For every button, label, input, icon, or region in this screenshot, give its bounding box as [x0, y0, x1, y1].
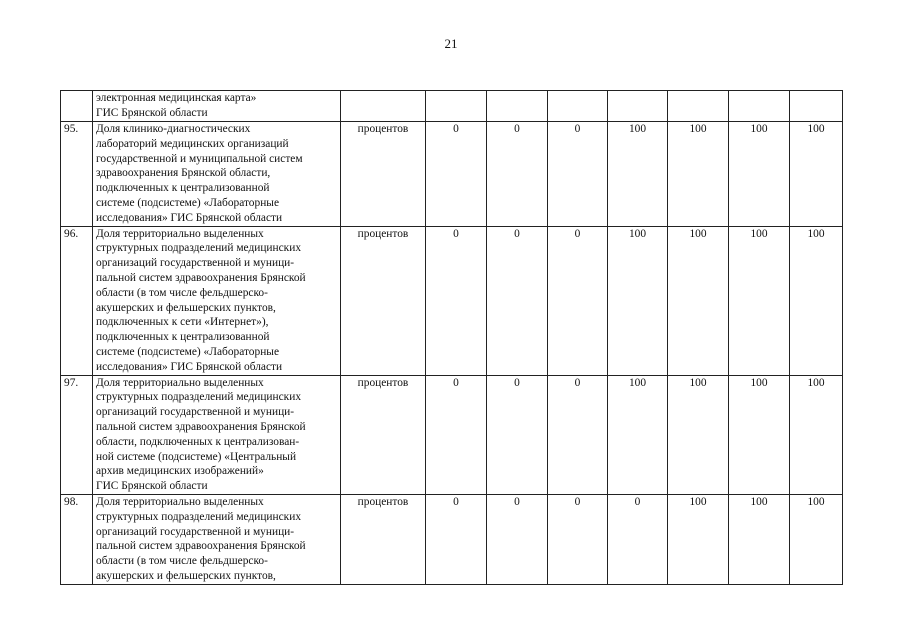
description-line: здравоохранения Брянской области,	[96, 167, 271, 180]
unit-cell: процентов	[341, 375, 426, 494]
description-line: области, подключенных к централизован-	[96, 435, 300, 448]
value-cell	[668, 91, 729, 122]
row-number	[61, 91, 93, 122]
value-cell	[608, 91, 668, 122]
value-cell: 100	[729, 226, 790, 375]
value-cell	[487, 91, 548, 122]
indicator-description	[93, 122, 341, 227]
value-cell: 0	[487, 226, 548, 375]
value-cell	[548, 91, 608, 122]
description-line: ГИС Брянской области	[96, 480, 208, 493]
value-cell: 0	[426, 226, 487, 375]
indicator-description	[93, 375, 341, 494]
description-line: структурных подразделений медицинских	[96, 242, 302, 255]
description-line: области (в том числе фельдшерско-	[96, 555, 268, 568]
description-line: акушерских и фельшерских пунктов,	[96, 301, 276, 314]
description-line: организаций государственной и муници-	[96, 257, 295, 270]
value-cell: 0	[487, 122, 548, 227]
value-cell: 100	[668, 226, 729, 375]
description-line: пальной систем здравоохранения Брянской	[96, 420, 306, 433]
description-line: электронная медицинская карта»	[96, 92, 257, 104]
description-line: Доля территориально выделенных	[96, 376, 264, 389]
indicator-description	[93, 91, 341, 122]
value-cell: 0	[487, 375, 548, 494]
table-row	[61, 226, 843, 375]
indicator-description	[93, 494, 341, 584]
unit-cell: процентов	[341, 226, 426, 375]
value-cell	[790, 91, 843, 122]
description-line: исследования» ГИС Брянской области	[96, 211, 283, 224]
indicators-table	[60, 90, 843, 585]
value-cell: 0	[426, 122, 487, 227]
description-line: области (в том числе фельдшерско-	[96, 286, 268, 299]
table-row	[61, 494, 843, 584]
value-cell: 100	[608, 375, 668, 494]
table-row	[61, 91, 843, 122]
value-cell: 100	[790, 494, 843, 584]
value-cell: 100	[668, 375, 729, 494]
description-line: организаций государственной и муници-	[96, 525, 295, 538]
description-line: подключенных к централизованной	[96, 331, 270, 344]
unit-cell: процентов	[341, 494, 426, 584]
description-line: лабораторий медицинских организаций	[96, 137, 289, 150]
value-cell: 0	[426, 494, 487, 584]
description-line: Доля территориально выделенных	[96, 495, 264, 508]
value-cell: 100	[608, 122, 668, 227]
description-line: государственной и муниципальной систем	[96, 152, 303, 165]
table-row	[61, 122, 843, 227]
description-line: пальной систем здравоохранения Брянской	[96, 540, 306, 553]
value-cell: 100	[608, 226, 668, 375]
value-cell: 100	[790, 375, 843, 494]
description-line: акушерских и фельшерских пунктов,	[96, 569, 276, 582]
value-cell: 100	[668, 494, 729, 584]
page-number: 21	[444, 36, 458, 51]
value-cell: 0	[487, 494, 548, 584]
row-number: 95.	[61, 122, 93, 227]
table-body	[61, 91, 843, 585]
value-cell: 100	[790, 226, 843, 375]
value-cell: 100	[729, 122, 790, 227]
row-number: 98.	[61, 494, 93, 584]
value-cell: 0	[548, 122, 608, 227]
value-cell: 100	[729, 375, 790, 494]
description-line: системе (подсистеме) «Лабораторные	[96, 345, 279, 358]
value-cell	[729, 91, 790, 122]
row-number: 97.	[61, 375, 93, 494]
table-row	[61, 375, 843, 494]
row-number: 96.	[61, 226, 93, 375]
value-cell: 100	[729, 494, 790, 584]
value-cell: 100	[790, 122, 843, 227]
description-line: организаций государственной и муници-	[96, 406, 295, 419]
description-line: архив медицинских изображений»	[96, 465, 264, 478]
description-line: ной системе (подсистеме) «Центральный	[96, 450, 297, 463]
unit-cell	[341, 91, 426, 122]
description-line: подключенных к централизованной	[96, 182, 270, 195]
value-cell: 0	[608, 494, 668, 584]
description-line: исследования» ГИС Брянской области	[96, 360, 283, 373]
description-line: ГИС Брянской области	[96, 106, 208, 119]
indicator-description	[93, 226, 341, 375]
value-cell: 100	[668, 122, 729, 227]
description-line: Доля клинико-диагностических	[96, 123, 251, 135]
value-cell: 0	[548, 494, 608, 584]
description-line: структурных подразделений медицинских	[96, 391, 302, 404]
description-line: подключенных к сети «Интернет»),	[96, 316, 269, 329]
value-cell: 0	[548, 226, 608, 375]
value-cell: 0	[548, 375, 608, 494]
description-line: системе (подсистеме) «Лабораторные	[96, 196, 279, 209]
description-line: пальной систем здравоохранения Брянской	[96, 271, 306, 284]
value-cell: 0	[426, 375, 487, 494]
description-line: структурных подразделений медицинских	[96, 510, 302, 523]
value-cell	[426, 91, 487, 122]
description-line: Доля территориально выделенных	[96, 227, 264, 240]
unit-cell: процентов	[341, 122, 426, 227]
